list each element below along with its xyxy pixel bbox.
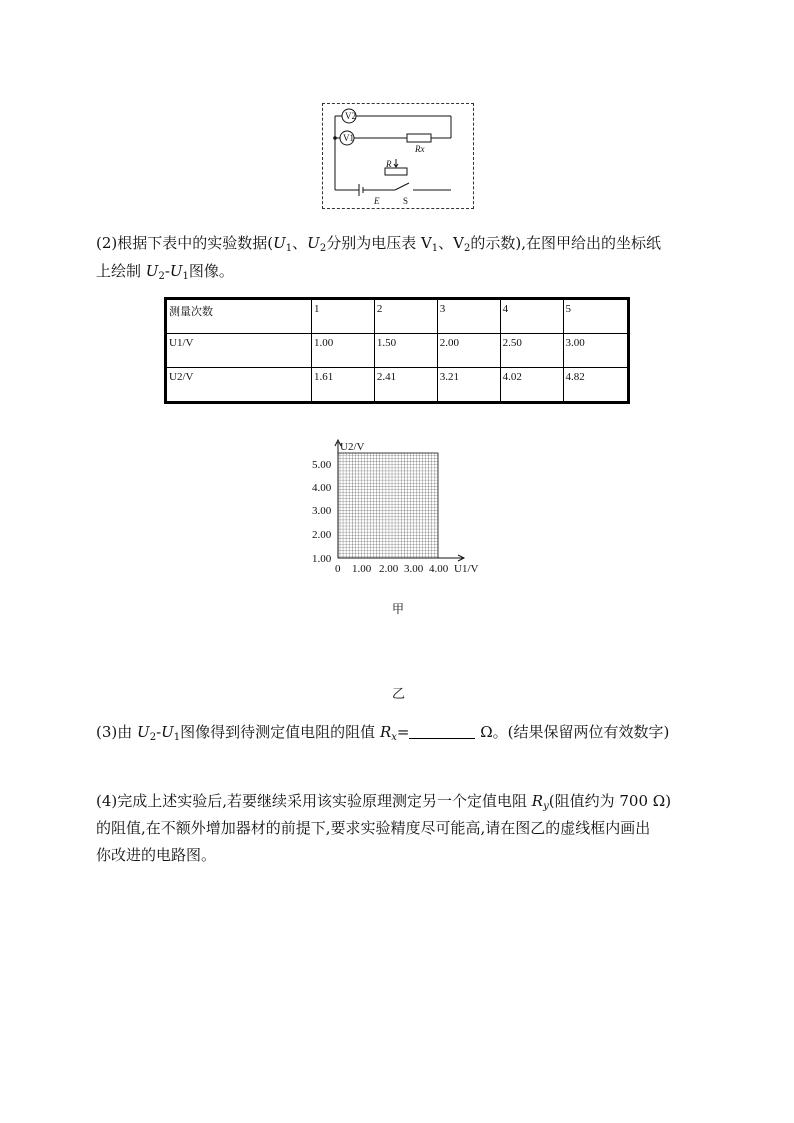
table-row-u1: U1/V 1.00 1.50 2.00 2.50 3.00: [166, 334, 629, 368]
question-4-line-1: (4)完成上述实验后,若要继续采用该实验原理测定另一个定值电阻 $R_y$(阻值约为 700 Ω): [96, 792, 672, 812]
y-tick: 2.00: [312, 529, 332, 541]
v1-label: V1: [343, 133, 354, 143]
v2-label: V2: [345, 111, 356, 121]
e-label: E: [374, 196, 380, 206]
table-row-u2: U2/V 1.61 2.41 3.21 4.02 4.82: [166, 368, 629, 403]
x-tick: 0: [335, 563, 341, 575]
rx-label: Rx: [415, 144, 425, 154]
x-tick: 1.00: [352, 563, 372, 575]
y-tick: 3.00: [312, 505, 332, 517]
x-tick: 3.00: [404, 563, 424, 575]
question-2-line-2: 上绘制 $U_2-U_1$图像。: [96, 262, 234, 282]
y-axis-label: U2/V: [340, 441, 365, 453]
measurement-table: [164, 297, 630, 404]
circuit-diagram: [323, 104, 473, 208]
table-header-row: 测量次数 1 2 3 4 5: [166, 299, 629, 334]
y-tick: 1.00: [312, 553, 332, 565]
question-4-line-3: 你改进的电路图。: [96, 846, 217, 864]
y-tick: 5.00: [312, 459, 332, 471]
s-label: S: [403, 196, 409, 206]
question-3: (3)由 $U_2-U_1$图像得到待测定值电阻的阻值 $R_x= \Omega$。(结果保留两位有效数字): [96, 723, 670, 743]
x-tick: 2.00: [379, 563, 399, 575]
graph-paper: [300, 434, 490, 584]
answer-blank[interactable]: [409, 724, 475, 739]
question-4-line-2: 的阻值,在不额外增加器材的前提下,要求实验精度尽可能高,请在图乙的虚线框内画出: [96, 819, 651, 837]
x-axis-label: U1/V: [454, 563, 479, 575]
u2-row-label: U2/V: [166, 368, 312, 403]
x-tick: 4.00: [429, 563, 449, 575]
figure-caption-jia: 甲: [392, 602, 405, 616]
question-2-line-1: (2)根据下表中的实验数据($U_1$、$U_2$分别为电压表 $V_1$、$V_2$的示数),在图甲给出的坐标纸: [96, 234, 662, 254]
u1-row-label: U1/V: [166, 334, 312, 368]
r-label: R: [386, 159, 392, 169]
y-tick: 4.00: [312, 482, 332, 494]
grid-area: [338, 453, 438, 558]
circuit-diagram-frame: [322, 103, 474, 209]
figure-caption-yi: 乙: [392, 687, 406, 702]
